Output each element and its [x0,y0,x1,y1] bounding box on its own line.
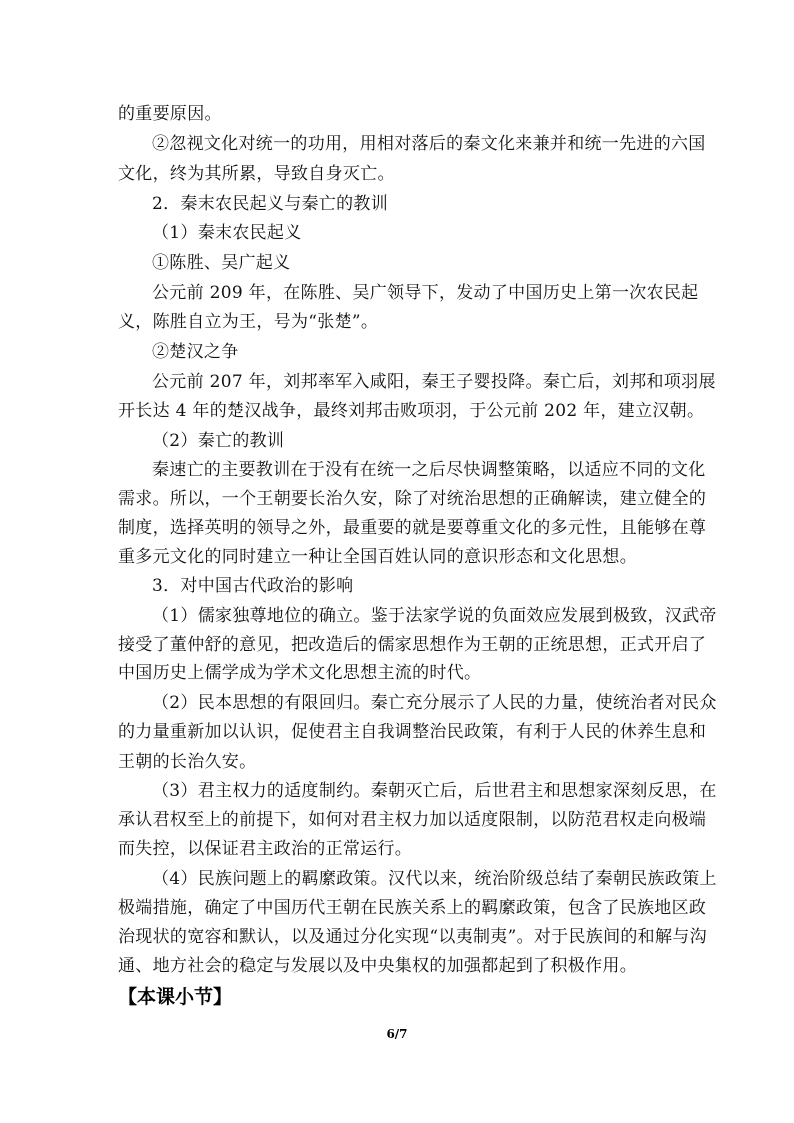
paragraph-line: 通、地方社会的稳定与发展以及中央集权的加强都起到了积极作用。 [118,956,637,976]
paragraph-line: 承认君权至上的前提下，如何对君主权力加以适度限制，以防范君权走向极端 [118,810,707,830]
paragraph-line: 王朝的长治久安。 [118,752,257,772]
paragraph-line: 文化，终为其所累，导致自身灭亡。 [118,164,395,184]
paragraph-line: 中国历史上儒学成为学术文化思想主流的时代。 [118,663,482,683]
paragraph-line: （2）民本思想的有限回归。秦亡充分展示了人民的力量，使统治者对民众 [152,693,717,713]
paragraph-line: 公元前 209 年，在陈胜、吴广领导下，发动了中国历史上第一次农民起 [152,283,699,303]
paragraph-line: 而失控，以保证君主政治的正常运行。 [118,839,413,859]
paragraph-line: 秦速亡的主要教训在于没有在统一之后尽快调整策略，以适应不同的文化 [152,460,706,480]
paragraph-line: （1）儒家独尊地位的确立。鉴于法家学说的负面效应发展到极致，汉武帝 [152,606,717,626]
paragraph-line: ②忽视文化对统一的功用，用相对落后的秦文化来兼并和统一先进的六国 [152,134,706,154]
paragraph-line: 极端措施，确定了中国历代王朝在民族关系上的羁縻政策，包含了民族地区政 [118,898,707,918]
paragraph-line: 制度，选择英明的领导之外，最重要的就是要尊重文化的多元性，且能够在尊 [118,518,707,538]
paragraph-line: ①陈胜、吴广起义 [152,253,291,273]
paragraph-line: 的力量重新加以认识，促使君主自我调整治民政策，有利于人民的休养生息和 [118,722,707,742]
paragraph-line: ②楚汉之争 [152,342,239,362]
paragraph-line: （3）君主权力的适度制约。秦朝灭亡后，后世君主和思想家深刻反思，在 [152,781,717,801]
section-heading: 【本课小节】 [118,986,233,1008]
paragraph-line: （4）民族问题上的羁縻政策。汉代以来，统治阶级总结了秦朝民族政策上 [152,869,717,889]
paragraph-line: 需求。所以，一个王朝要长治久安，除了对统治思想的正确解读，建立健全的 [118,489,707,509]
paragraph-line: 2．秦末农民起义与秦亡的教训 [152,194,389,214]
paragraph-line: 义，陈胜自立为王，号为“张楚”。 [118,312,379,332]
paragraph-line: 3．对中国古代政治的影响 [152,576,354,596]
paragraph-line: 公元前 207 年，刘邦率军入咸阳，秦王子婴投降。秦亡后，刘邦和项羽展 [152,372,716,392]
paragraph-line: 接受了董仲舒的意见，把改造后的儒家思想作为王朝的正统思想，正式开启了 [118,635,707,655]
paragraph-line: （1）秦末农民起义 [152,223,302,243]
paragraph-line: 治现状的宽容和默认，以及通过分化实现“以夷制夷”。对于民族间的和解与沟 [118,927,707,947]
paragraph-line: 开长达 4 年的楚汉战争，最终刘邦击败项羽，于公元前 202 年，建立汉朝。 [118,401,705,421]
paragraph-line: 重多元文化的同时建立一种让全国百姓认同的意识形态和文化思想。 [118,547,637,567]
paragraph-line: （2）秦亡的教训 [152,431,285,451]
paragraph-line: 的重要原因。 [118,104,222,124]
page-number: 6/7 [386,1027,408,1041]
